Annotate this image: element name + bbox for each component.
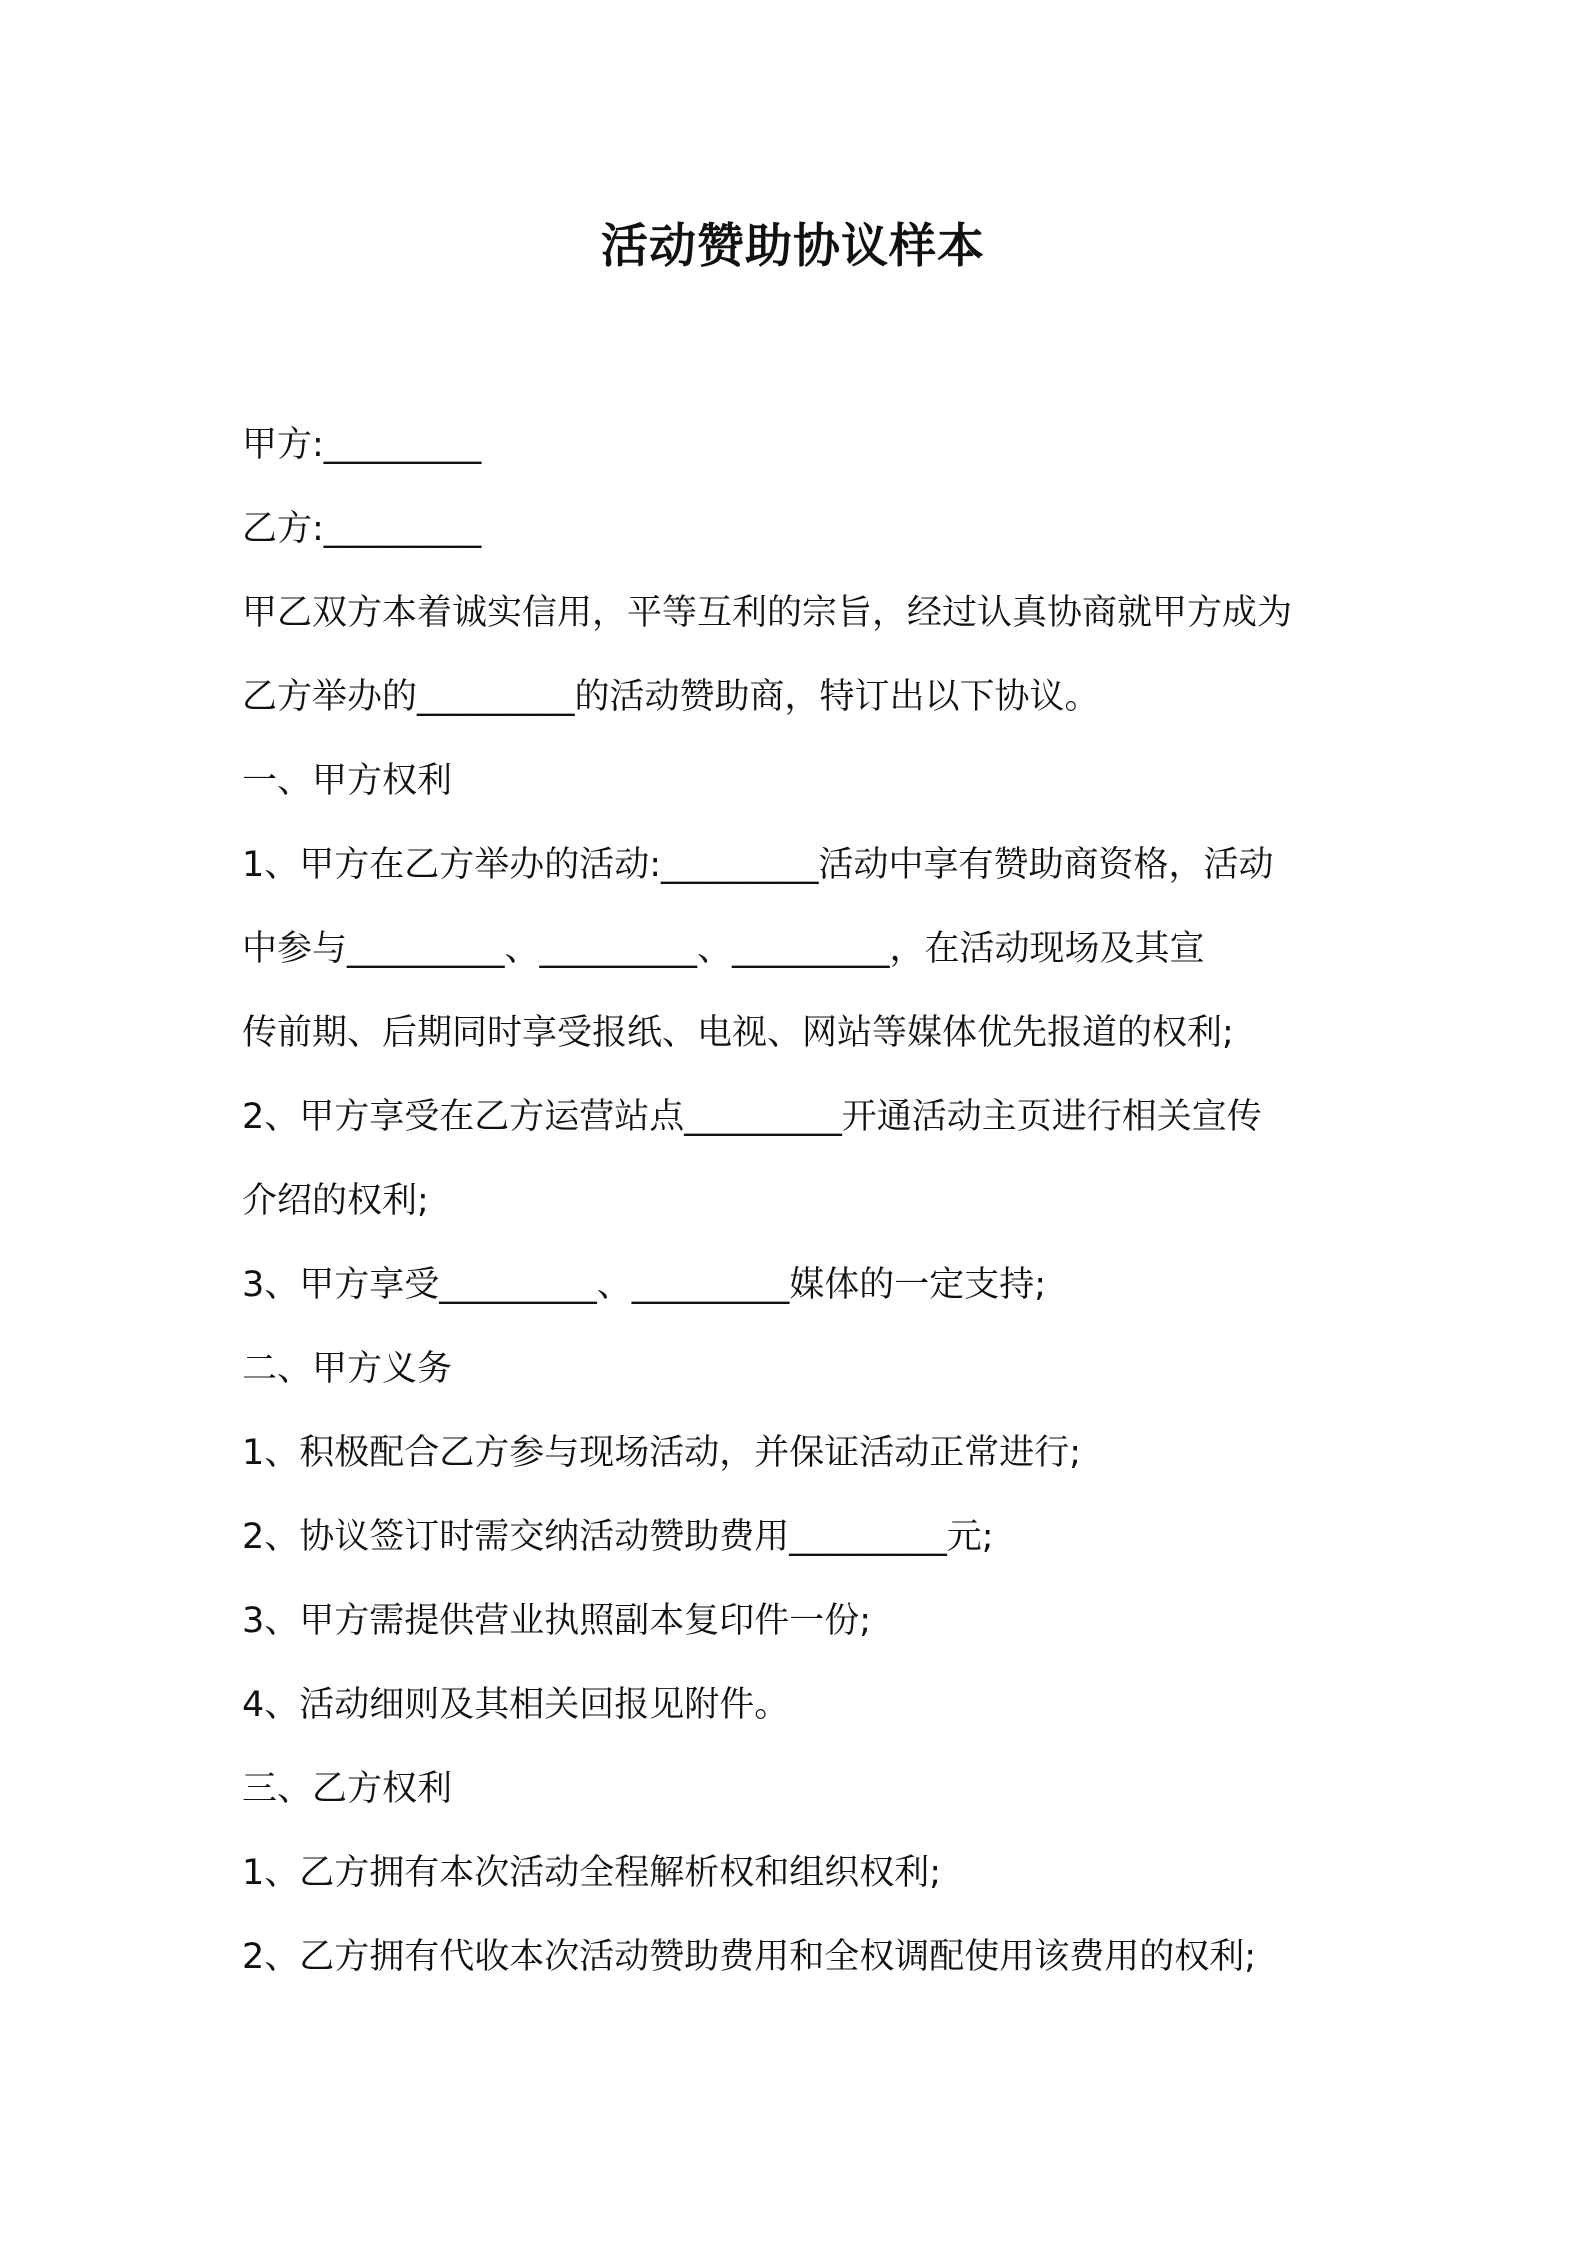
clause-a-rights-1-line-3: 传前期、后期同时享受报纸、电视、网站等媒体优先报道的权利; [242, 1013, 1234, 1053]
clause-a-obligations-3: 3、甲方需提供营业执照副本复印件一份; [242, 1601, 872, 1641]
section-heading-party-a-rights: 一、甲方权利 [242, 761, 453, 801]
clause-a-rights-2-line-1: 2、甲方享受在乙方运营站点_________开通活动主页进行相关宣传 [242, 1097, 1262, 1137]
clause-a-rights-1-line-2: 中参与_________、_________、_________，在活动现场及其宣 [242, 929, 1205, 969]
clause-b-rights-2: 2、乙方拥有代收本次活动赞助费用和全权调配使用该费用的权利; [242, 1937, 1257, 1977]
intro-paragraph-line-1: 甲乙双方本着诚实信用，平等互利的宗旨，经过认真协商就甲方成为 [242, 593, 1293, 633]
document-body [242, 403, 1362, 1999]
clause-a-rights-2-line-2: 介绍的权利; [242, 1181, 429, 1221]
section-heading-party-a-obligations: 二、甲方义务 [242, 1349, 453, 1389]
clause-a-rights-3: 3、甲方享受_________、_________媒体的一定支持; [242, 1265, 1047, 1305]
section-heading-party-b-rights: 三、乙方权利 [242, 1769, 453, 1809]
intro-paragraph-line-2: 乙方举办的_________的活动赞助商，特订出以下协议。 [242, 677, 1100, 717]
page-title: 活动赞助协议样本 [601, 219, 985, 274]
party-a-line: 甲方:_________ [242, 425, 482, 465]
clause-b-rights-1: 1、乙方拥有本次活动全程解析权和组织权利; [242, 1853, 942, 1893]
clause-a-obligations-4: 4、活动细则及其相关回报见附件。 [242, 1685, 790, 1725]
party-b-line: 乙方:_________ [242, 509, 482, 549]
clause-a-obligations-1: 1、积极配合乙方参与现场活动，并保证活动正常进行; [242, 1433, 1082, 1473]
clause-a-rights-1-line-1: 1、甲方在乙方举办的活动:_________活动中享有赞助商资格，活动 [242, 845, 1274, 885]
clause-a-obligations-2: 2、协议签订时需交纳活动赞助费用_________元; [242, 1517, 994, 1557]
